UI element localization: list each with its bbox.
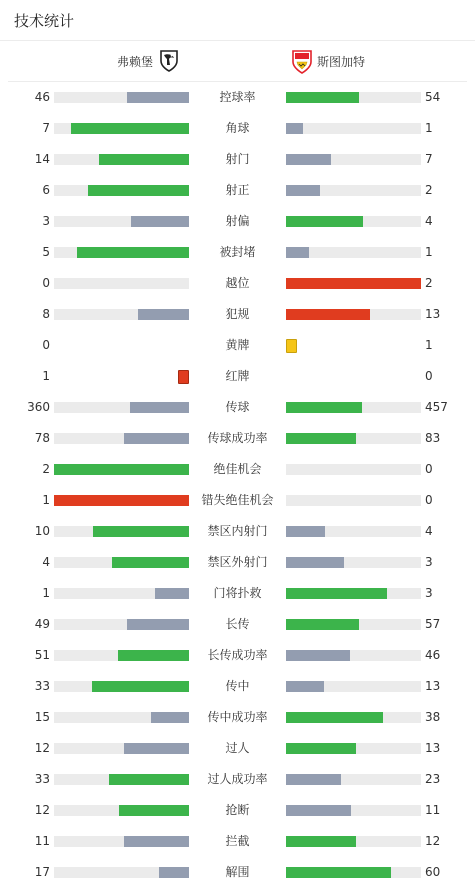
away-stat-bar	[286, 216, 421, 227]
away-value: 13	[425, 741, 441, 755]
away-stat-bar	[286, 464, 421, 475]
home-value: 6	[42, 183, 50, 197]
away-stat-bar-fill	[286, 216, 363, 227]
away-stat-bar-fill	[286, 433, 356, 444]
home-stat-bar-fill	[93, 526, 189, 537]
stat-label: 绝佳机会	[213, 462, 262, 476]
stat-row	[0, 144, 475, 175]
away-stat-bar	[286, 433, 421, 444]
stat-row	[0, 857, 475, 888]
home-value: 0	[42, 338, 50, 352]
away-stat-bar-fill	[286, 185, 320, 196]
stat-label: 抢断	[225, 803, 250, 817]
stat-row	[0, 795, 475, 826]
stat-label: 射偏	[225, 214, 250, 228]
home-stat-bar-fill	[124, 433, 189, 444]
away-stat-bar	[286, 712, 421, 723]
away-stat-bar	[286, 867, 421, 878]
away-stat-bar	[286, 743, 421, 754]
away-value: 11	[425, 803, 441, 817]
home-value: 78	[34, 431, 50, 445]
home-stat-bar-fill	[92, 681, 189, 692]
stat-row	[0, 237, 475, 268]
home-stat-bar-fill	[131, 216, 189, 227]
home-stat-bar	[54, 433, 189, 444]
stat-label: 禁区外射门	[207, 555, 268, 569]
away-stat-bar-fill	[286, 650, 350, 661]
away-value: 0	[425, 369, 433, 383]
stat-label: 门将扑救	[213, 586, 262, 600]
home-stat-bar	[54, 619, 189, 630]
stat-label: 解围	[225, 865, 250, 879]
stat-row	[0, 578, 475, 609]
away-value: 23	[425, 772, 441, 786]
away-stat-bar	[286, 805, 421, 816]
away-stat-bar	[286, 619, 421, 630]
home-value: 8	[42, 307, 50, 321]
away-stat-bar	[286, 774, 421, 785]
away-stat-bar-fill	[286, 681, 324, 692]
stat-label: 传球成功率	[207, 431, 268, 445]
away-stat-bar	[286, 526, 421, 537]
stat-label: 拦截	[225, 834, 250, 848]
home-stat-bar-fill	[138, 309, 189, 320]
home-stat-bar-fill	[112, 557, 189, 568]
home-stat-bar	[54, 557, 189, 568]
away-stat-bar-fill	[286, 309, 370, 320]
away-stat-bar	[286, 402, 421, 413]
stat-row	[0, 268, 475, 299]
stat-row	[0, 361, 475, 392]
away-value: 2	[425, 183, 433, 197]
away-value: 0	[425, 462, 433, 476]
away-stat-bar-fill	[286, 774, 341, 785]
home-value: 3	[42, 214, 50, 228]
away-stat-bar-fill	[286, 805, 351, 816]
away-stat-bar	[286, 247, 421, 258]
stat-row	[0, 826, 475, 857]
home-stat-bar	[54, 309, 189, 320]
away-stat-bar-fill	[286, 278, 421, 289]
away-value: 38	[425, 710, 441, 724]
stat-label: 红牌	[225, 369, 250, 383]
away-stat-bar	[286, 309, 421, 320]
home-stat-bar-fill	[77, 247, 189, 258]
home-value: 49	[34, 617, 50, 631]
home-value: 10	[34, 524, 50, 538]
home-stat-bar-fill	[54, 495, 189, 506]
away-team[interactable]	[291, 41, 371, 81]
home-stat-bar-fill	[127, 619, 189, 630]
stat-row	[0, 113, 475, 144]
away-value: 4	[425, 524, 433, 538]
page-title-bar	[0, 0, 475, 41]
home-stat-bar-fill	[119, 805, 189, 816]
home-value: 51	[34, 648, 50, 662]
away-stat-bar-fill	[286, 154, 331, 165]
away-stat-bar-fill	[286, 712, 383, 723]
home-stat-bar-fill	[71, 123, 189, 134]
stat-row	[0, 175, 475, 206]
home-stat-bar	[54, 278, 189, 289]
home-stat-bar-fill	[54, 464, 189, 475]
home-value: 12	[34, 741, 50, 755]
stat-label: 长传	[225, 617, 250, 631]
stat-row	[0, 702, 475, 733]
away-team-name: 斯图加特	[317, 54, 366, 69]
stat-row	[0, 609, 475, 640]
home-value: 14	[34, 152, 50, 166]
stat-label: 控球率	[219, 90, 256, 104]
stat-row	[0, 640, 475, 671]
stat-label: 过人	[225, 741, 250, 755]
home-stat-bar	[54, 185, 189, 196]
home-value: 12	[34, 803, 50, 817]
red-card-icon	[178, 370, 189, 384]
away-value: 3	[425, 586, 433, 600]
stat-label: 射门	[225, 152, 250, 166]
home-stat-bar-fill	[130, 402, 189, 413]
home-stat-bar-fill	[124, 743, 189, 754]
home-value: 11	[34, 834, 50, 848]
home-value: 1	[42, 369, 50, 383]
home-stat-bar	[54, 650, 189, 661]
stat-label: 长传成功率	[207, 648, 268, 662]
away-stat-bar	[286, 92, 421, 103]
home-value: 46	[34, 90, 50, 104]
home-value: 33	[34, 772, 50, 786]
away-stat-bar-fill	[286, 836, 356, 847]
stat-label: 过人成功率	[207, 772, 268, 786]
home-stat-bar	[54, 743, 189, 754]
home-stat-bar	[54, 774, 189, 785]
away-value: 7	[425, 152, 433, 166]
away-value: 457	[425, 400, 448, 414]
home-stat-bar	[54, 588, 189, 599]
stat-label: 传球	[225, 400, 250, 414]
home-value: 1	[42, 586, 50, 600]
away-stat-bar-fill	[286, 867, 391, 878]
home-stat-bar-fill	[118, 650, 189, 661]
away-stat-bar	[286, 154, 421, 165]
away-stat-bar	[286, 185, 421, 196]
home-stat-bar	[54, 92, 189, 103]
stat-row	[0, 299, 475, 330]
home-stat-bar	[54, 247, 189, 258]
home-stat-bar-fill	[88, 185, 189, 196]
away-value: 54	[425, 90, 441, 104]
away-stat-bar	[286, 557, 421, 568]
page-title: 技术统计	[14, 11, 75, 30]
away-team-logo-icon	[291, 49, 311, 73]
away-stat-bar-fill	[286, 588, 387, 599]
away-stat-bar-fill	[286, 743, 356, 754]
stat-label: 传中	[225, 679, 250, 693]
away-stat-bar	[286, 278, 421, 289]
stat-row	[0, 764, 475, 795]
home-stat-bar-fill	[127, 92, 189, 103]
home-value: 5	[42, 245, 50, 259]
away-stat-bar	[286, 588, 421, 599]
home-value: 4	[42, 555, 50, 569]
home-stat-bar	[54, 216, 189, 227]
home-team-name: 弗赖堡	[116, 54, 153, 69]
home-value: 33	[34, 679, 50, 693]
away-value: 1	[425, 338, 433, 352]
home-value: 1	[42, 493, 50, 507]
away-stat-bar-fill	[286, 123, 303, 134]
yellow-card-icon	[286, 339, 297, 353]
home-stat-bar-fill	[155, 588, 189, 599]
home-team-logo-icon	[159, 49, 179, 73]
away-stat-bar-fill	[286, 402, 362, 413]
stat-label: 被封堵	[219, 245, 256, 259]
away-value: 83	[425, 431, 441, 445]
home-stat-bar-fill	[124, 836, 189, 847]
home-stat-bar-fill	[159, 867, 189, 878]
stat-row	[0, 547, 475, 578]
away-stat-bar	[286, 495, 421, 506]
home-stat-bar-fill	[99, 154, 189, 165]
home-stat-bar-fill	[109, 774, 189, 785]
home-stat-bar	[54, 495, 189, 506]
home-value: 17	[34, 865, 50, 879]
home-stat-bar	[54, 123, 189, 134]
away-stat-bar-fill	[286, 619, 359, 630]
away-value: 13	[425, 307, 441, 321]
stat-label: 犯规	[225, 307, 250, 321]
away-value: 12	[425, 834, 441, 848]
stat-label: 传中成功率	[207, 710, 268, 724]
stat-row	[0, 485, 475, 516]
away-value: 57	[425, 617, 441, 631]
away-stat-bar-fill	[286, 247, 309, 258]
stat-label: 黄牌	[225, 338, 250, 352]
stat-row	[0, 206, 475, 237]
stat-row	[0, 82, 475, 113]
away-value: 1	[425, 245, 433, 259]
home-stat-bar	[54, 867, 189, 878]
home-stat-bar	[54, 805, 189, 816]
away-value: 1	[425, 121, 433, 135]
stat-label: 越位	[225, 276, 250, 290]
away-stat-bar	[286, 836, 421, 847]
away-value: 46	[425, 648, 441, 662]
home-stat-bar	[54, 681, 189, 692]
home-value: 360	[27, 400, 50, 414]
home-value: 0	[42, 276, 50, 290]
stat-row	[0, 392, 475, 423]
away-value: 2	[425, 276, 433, 290]
stat-row	[0, 516, 475, 547]
teams-header	[8, 41, 467, 82]
away-stat-bar-fill	[286, 526, 325, 537]
away-value: 13	[425, 679, 441, 693]
away-value: 0	[425, 493, 433, 507]
home-value: 2	[42, 462, 50, 476]
stat-row	[0, 671, 475, 702]
stat-label: 射正	[225, 183, 250, 197]
home-team[interactable]	[111, 41, 179, 81]
stat-row	[0, 423, 475, 454]
stat-row	[0, 330, 475, 361]
away-stat-bar-fill	[286, 557, 344, 568]
home-stat-bar	[54, 526, 189, 537]
stat-label: 禁区内射门	[207, 524, 268, 538]
home-value: 7	[42, 121, 50, 135]
away-value: 60	[425, 865, 441, 879]
home-stat-bar	[54, 836, 189, 847]
away-stat-bar	[286, 681, 421, 692]
away-value: 3	[425, 555, 433, 569]
home-stat-bar	[54, 464, 189, 475]
stats-list	[0, 82, 475, 888]
away-stat-bar-fill	[286, 92, 359, 103]
stat-label: 错失绝佳机会	[201, 493, 274, 507]
home-stat-bar	[54, 154, 189, 165]
home-value: 15	[34, 710, 50, 724]
home-stat-bar	[54, 712, 189, 723]
away-stat-bar	[286, 123, 421, 134]
stat-row	[0, 454, 475, 485]
away-value: 4	[425, 214, 433, 228]
stat-label: 角球	[225, 121, 250, 135]
stat-row	[0, 733, 475, 764]
home-stat-bar-fill	[151, 712, 189, 723]
away-stat-bar	[286, 650, 421, 661]
home-stat-bar	[54, 402, 189, 413]
